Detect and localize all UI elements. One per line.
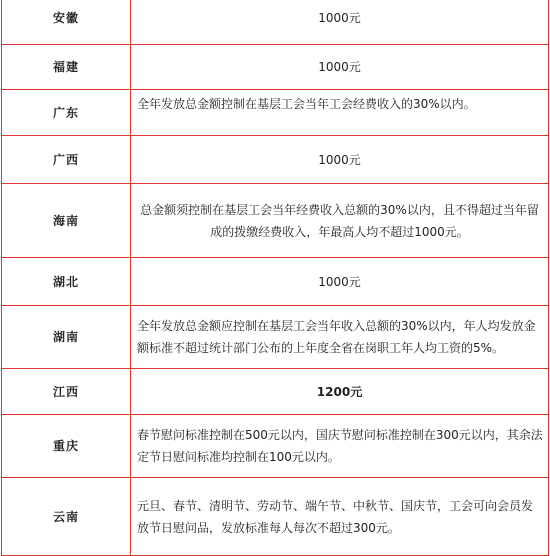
policy-cell: 1000元 (131, 0, 549, 45)
province-cell: 安徽 (2, 0, 131, 45)
province-cell: 广西 (2, 136, 131, 184)
province-policy-table (1, 0, 549, 556)
table-row (2, 415, 549, 478)
table-row (2, 0, 549, 45)
province-cell: 湖北 (2, 258, 131, 306)
province-cell: 湖南 (2, 306, 131, 369)
province-cell: 重庆 (2, 415, 131, 478)
table-row (2, 90, 549, 136)
policy-cell: 总金额须控制在基层工会当年经费收入总额的30%以内，且不得超过当年留成的拨缴经费收入，年最高人均不超过1000元。 (131, 184, 549, 258)
policy-cell: 全年发放总金额应控制在基层工会当年收入总额的30%以内，年人均发放金额标准不超过统计部门公布的上年度全省在岗职工年人均工资的5%。 (131, 306, 549, 369)
table-row (2, 369, 549, 415)
policy-cell: 春节慰问标准控制在500元以内，国庆节慰问标准控制在300元以内，其余法定节日慰问标准均控制在100元以内。 (131, 415, 549, 478)
province-cell: 福建 (2, 45, 131, 90)
table-row (2, 258, 549, 306)
table-row (2, 45, 549, 90)
province-cell: 海南 (2, 184, 131, 258)
policy-cell: 元旦、春节、清明节、劳动节、端午节、中秋节、国庆节，工会可向会员发放节日慰问品，发放标准每人每次不超过300元。 (131, 478, 549, 556)
policy-cell: 1000元 (131, 45, 549, 90)
table-row (2, 136, 549, 184)
policy-cell-highlight: 1200元 (131, 369, 549, 415)
province-cell: 广东 (2, 90, 131, 136)
policy-cell: 全年发放总金额控制在基层工会当年工会经费收入的30%以内。 (131, 90, 549, 136)
table-row (2, 478, 549, 556)
policy-cell: 1000元 (131, 136, 549, 184)
policy-cell: 1000元 (131, 258, 549, 306)
table-row (2, 184, 549, 258)
province-cell: 云南 (2, 478, 131, 556)
province-cell: 江西 (2, 369, 131, 415)
table-row (2, 306, 549, 369)
